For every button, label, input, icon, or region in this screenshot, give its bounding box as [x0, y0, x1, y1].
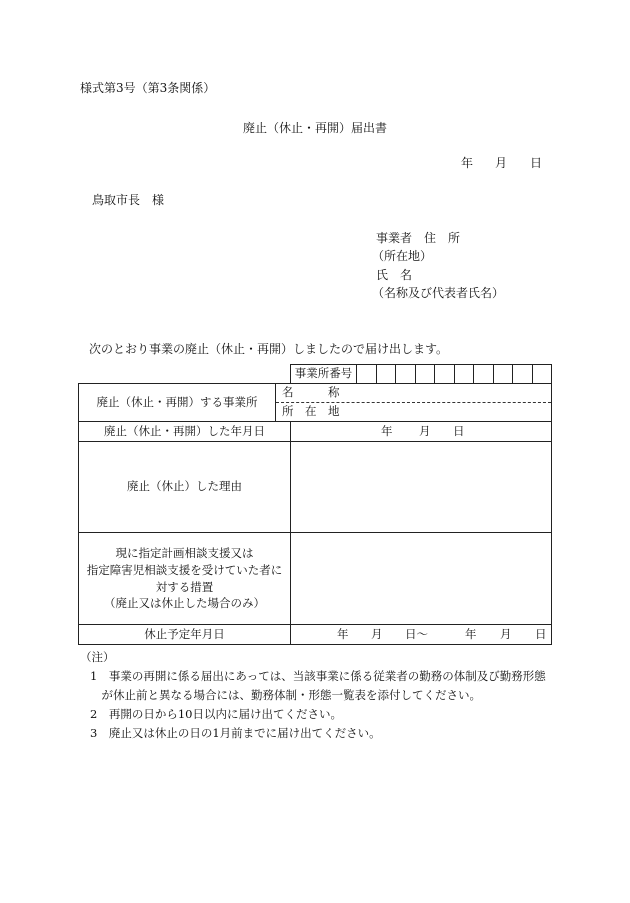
- office-number-digit[interactable]: [474, 365, 494, 384]
- date-year-unit: 年: [461, 156, 474, 170]
- measures-label-line: 現に指定計画相談支援又は: [115, 546, 254, 561]
- addressee: 鳥取市長 様: [92, 193, 165, 207]
- office-name-field[interactable]: [276, 384, 551, 403]
- form-number: 様式第3号（第3条関係）: [80, 81, 216, 95]
- planned-date-label: 休止予定年月日: [79, 625, 291, 645]
- measures-label-line: 対する措置: [155, 579, 214, 594]
- office-name-label: 名 称: [282, 385, 340, 400]
- measures-row: [79, 533, 552, 625]
- date-day-unit: 日: [530, 156, 543, 170]
- reason-field[interactable]: [291, 442, 552, 533]
- date-field-year-unit: 年: [381, 424, 393, 438]
- notes-section: [80, 648, 546, 743]
- office-label: 廃止（休止・再開）する事業所: [79, 384, 276, 422]
- office-number-digit[interactable]: [435, 365, 455, 384]
- date-field-day-unit: 日: [453, 424, 465, 438]
- intro-text: 次のとおり事業の廃止（休止・再開）しましたので届け出します。: [89, 342, 449, 356]
- office-number-digit[interactable]: [376, 365, 396, 384]
- date-label: 廃止（休止・再開）した年月日: [79, 422, 291, 442]
- submitter-location-label: （所在地）: [372, 249, 433, 263]
- office-location-field[interactable]: [276, 403, 551, 421]
- measures-field[interactable]: [291, 533, 552, 625]
- planned-year2-unit: 年: [465, 627, 477, 641]
- office-number-digit[interactable]: [513, 365, 533, 384]
- planned-year1-unit: 年: [337, 627, 349, 641]
- submitter-address-label: 事業者 住 所: [376, 231, 461, 245]
- note-item: 2 再開の日から10日以内に届け出てください。: [90, 707, 342, 721]
- office-number-digit[interactable]: [415, 365, 435, 384]
- office-number-label: 事業所番号: [291, 365, 357, 384]
- reason-label: 廃止（休止）した理由: [79, 442, 291, 533]
- office-number-row: [79, 365, 552, 384]
- office-number-digit[interactable]: [532, 365, 552, 384]
- office-detail-cell: [276, 384, 552, 422]
- reason-row: [79, 442, 552, 533]
- notes-heading: （注）: [80, 650, 115, 664]
- planned-month2-unit: 月: [500, 627, 512, 641]
- date-month-unit: 月: [495, 156, 508, 170]
- planned-month1-unit: 月: [371, 627, 383, 641]
- measures-label-line: （廃止又は休止した場合のみ）: [104, 596, 265, 611]
- planned-row: [79, 625, 552, 645]
- office-location-label: 所 在 地: [282, 404, 340, 419]
- submitter-corp-name-label: （名称及び代表者氏名）: [372, 286, 505, 300]
- office-row: [79, 384, 552, 422]
- planned-date-field[interactable]: [291, 625, 552, 645]
- office-number-digit[interactable]: [396, 365, 416, 384]
- date-row: [79, 422, 552, 442]
- planned-day2-unit: 日: [535, 627, 547, 641]
- document-title: 廃止（休止・再開）届出書: [242, 121, 387, 135]
- office-number-digit[interactable]: [493, 365, 513, 384]
- date-field-month-unit: 月: [419, 424, 431, 438]
- note-item: が休止前と異なる場合には、勤務体制・形態一覧表を添付してください。: [90, 688, 481, 702]
- office-number-digit[interactable]: [357, 365, 377, 384]
- note-item: 3 廃止又は休止の日の1月前までに届け出てください。: [90, 726, 381, 740]
- date-field[interactable]: [291, 422, 552, 442]
- form-table: [78, 364, 552, 645]
- office-number-digit[interactable]: [454, 365, 474, 384]
- measures-label: [79, 533, 291, 625]
- note-item: 1 事業の再開に係る届出にあっては、当該事業に係る従業者の勤務の体制及び勤務形態: [90, 669, 546, 683]
- measures-label-line: 指定障害児相談支援を受けていた者に: [86, 562, 283, 577]
- submitter-name-label: 氏 名: [376, 268, 413, 282]
- planned-day1-unit: 日～: [405, 627, 428, 641]
